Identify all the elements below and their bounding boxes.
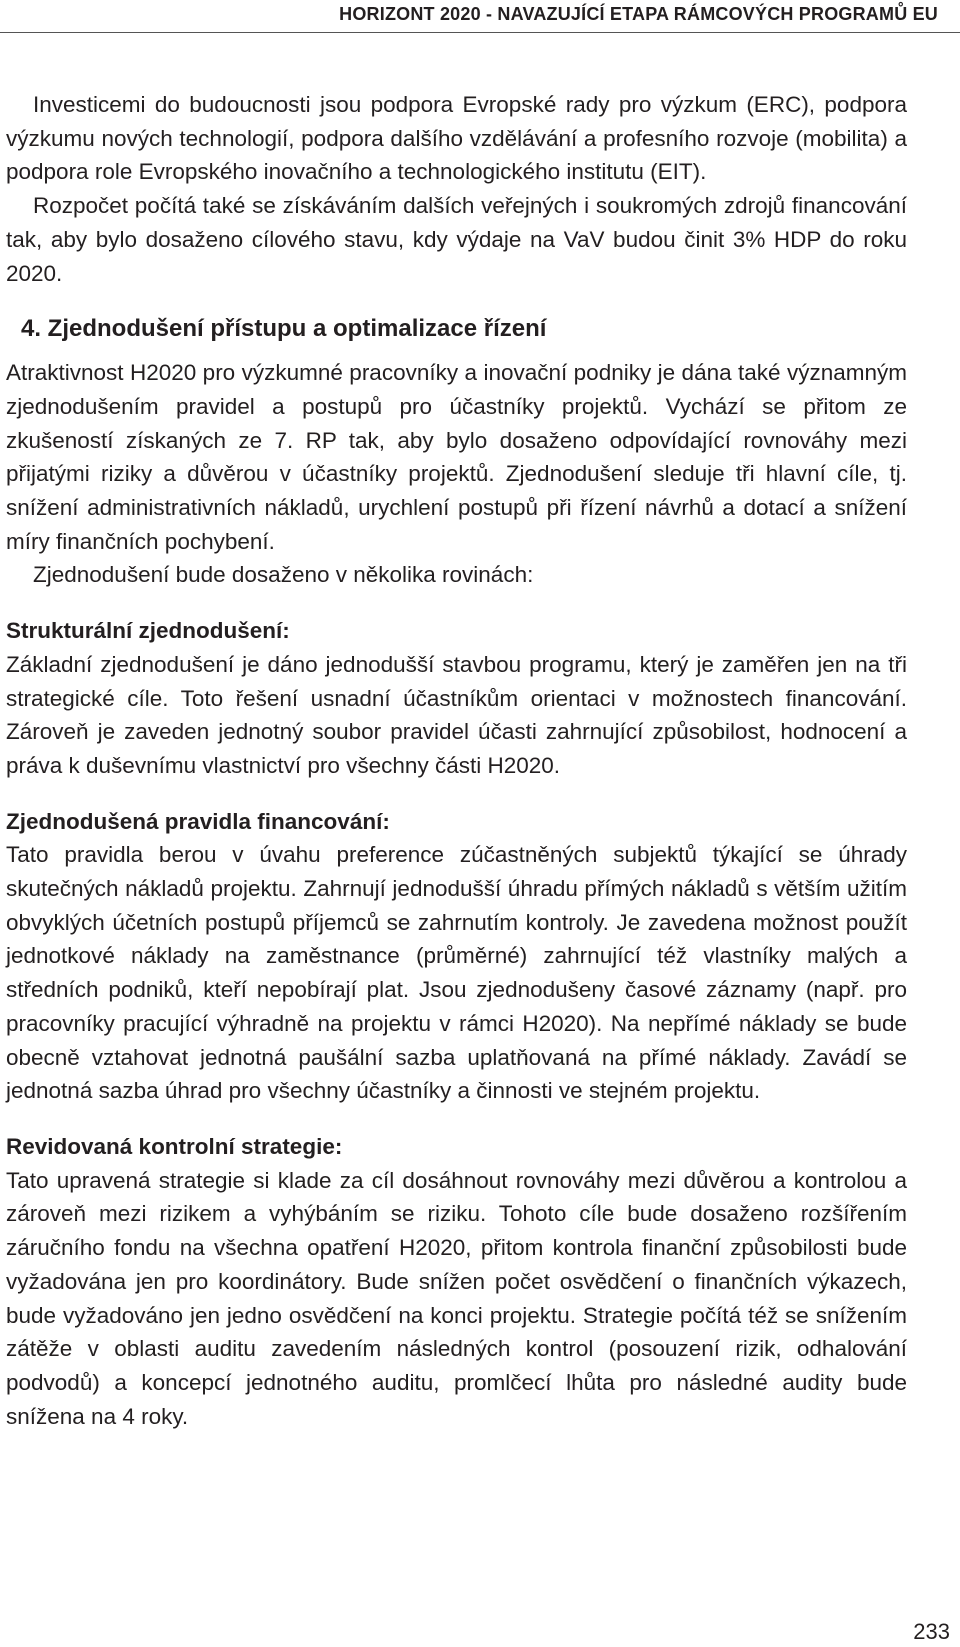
structural-paragraph: Základní zjednodušení je dáno jednodušší stavbou programu, který je zaměřen jen na tři strategické cíle. Toto řešení usnadní účastníkům orientaci v možnostech financování. Zároveň je zaveden jednotný soubor pravidel účasti zahrnující způsobilost, hodnocení a práva k duševnímu vlastnictví pro všechny části H2020. (6, 651, 907, 778)
running-header-title: HORIZONT 2020 - NAVAZUJÍCÍ ETAPA RÁMCOVÝCH PROGRAMŮ EU (339, 4, 938, 24)
header-divider (0, 32, 960, 33)
control-strategy-heading: Revidovaná kontrolní strategie: (6, 1133, 343, 1159)
section-heading: 4. Zjednodušení přístupu a optimalizace řízení (21, 315, 547, 343)
structural-heading: Strukturální zjednodušení: (6, 618, 290, 644)
budget-paragraph: Rozpočet počítá také se získáváním dalších veřejných i soukromých zdrojů financování tak, aby bylo dosaženo cílového stavu, kdy výdaje na VaV budou činit 3% HDP do roku 2020. (6, 193, 907, 286)
page-content (6, 88, 907, 1433)
intro-paragraph: Investicemi do budoucnosti jsou podpora Evropské rady pro výzkum (ERC), podpora výzkumu nových technologií, podpora dalšího vzdělávání a profesního rozvoje (mobilita) a podpora role Evropského inovačního a technologického institutu (EIT). (6, 92, 907, 185)
funding-rules-heading: Zjednodušená pravidla financování: (6, 808, 390, 834)
funding-rules-paragraph: Tato pravidla berou v úvahu preference zúčastněných subjektů týkající se úhrady skutečných nákladů projektu. Zahrnují jednodušší úhradu přímých nákladů s větším užitím obvyklých účetních postupů příjemců se zahrnutím kontroly. Je zavedena možnost použít jednotkové náklady na zaměstnance (průměrné) zahrnující též vlastníky malých a středních podniků, kteří nepobírají plat. Jsou zjednodušeny časové záznamy (např. pro pracovníky pracující výhradně na projektu v rámci H2020). Na nepřímé náklady se bude obecně vztahovat jednotná paušální sazba uplatňovaná na přímé náklady. Zavádí se jednotná sazba úhrad pro všechny účastníky a činnosti ve stejném projektu. (6, 842, 907, 1104)
control-strategy-paragraph: Tato upravená strategie si klade za cíl dosáhnout rovnováhy mezi důvěrou a kontrolou a zároveň mezi rizikem a vyhýbáním se riziku. Tohoto cíle bude dosaženo rozšířením záručního fondu na všechna opatření H2020, přitom kontrola finanční způsobilosti bude vyžadována jen pro koordinátory. Bude snížen počet osvědčení o finančních výkazech, bude vyžadováno jen jedno osvědčení na konci projektu. Strategie počítá též se snížením zátěže v oblasti auditu zavedením následných kontrol (posouzení rizik, odhalování podvodů) a koncepcí jednotného auditu, promlčecí lhůta pro následné audity bude snížena na 4 roky. (6, 1167, 907, 1429)
page-number: 233 (913, 1619, 950, 1644)
attractiveness-paragraph: Atraktivnost H2020 pro výzkumné pracovníky a inovační podniky je dána také významným zjednodušením pravidel a postupů pro účastníky projektů. Vychází se přitom ze zkušeností získaných ze 7. RP tak, aby bylo dosaženo odpovídající rovnováhy mezi přijatými riziky a důvěrou v účastníky projektů. Zjednodušení sleduje tři hlavní cíle, tj. snížení administrativních nákladů, urychlení postupů při řízení návrhů a dotací a snížení míry finančních pochybení. (6, 360, 907, 554)
levels-paragraph: Zjednodušení bude dosaženo v několika rovinách: (33, 562, 534, 588)
